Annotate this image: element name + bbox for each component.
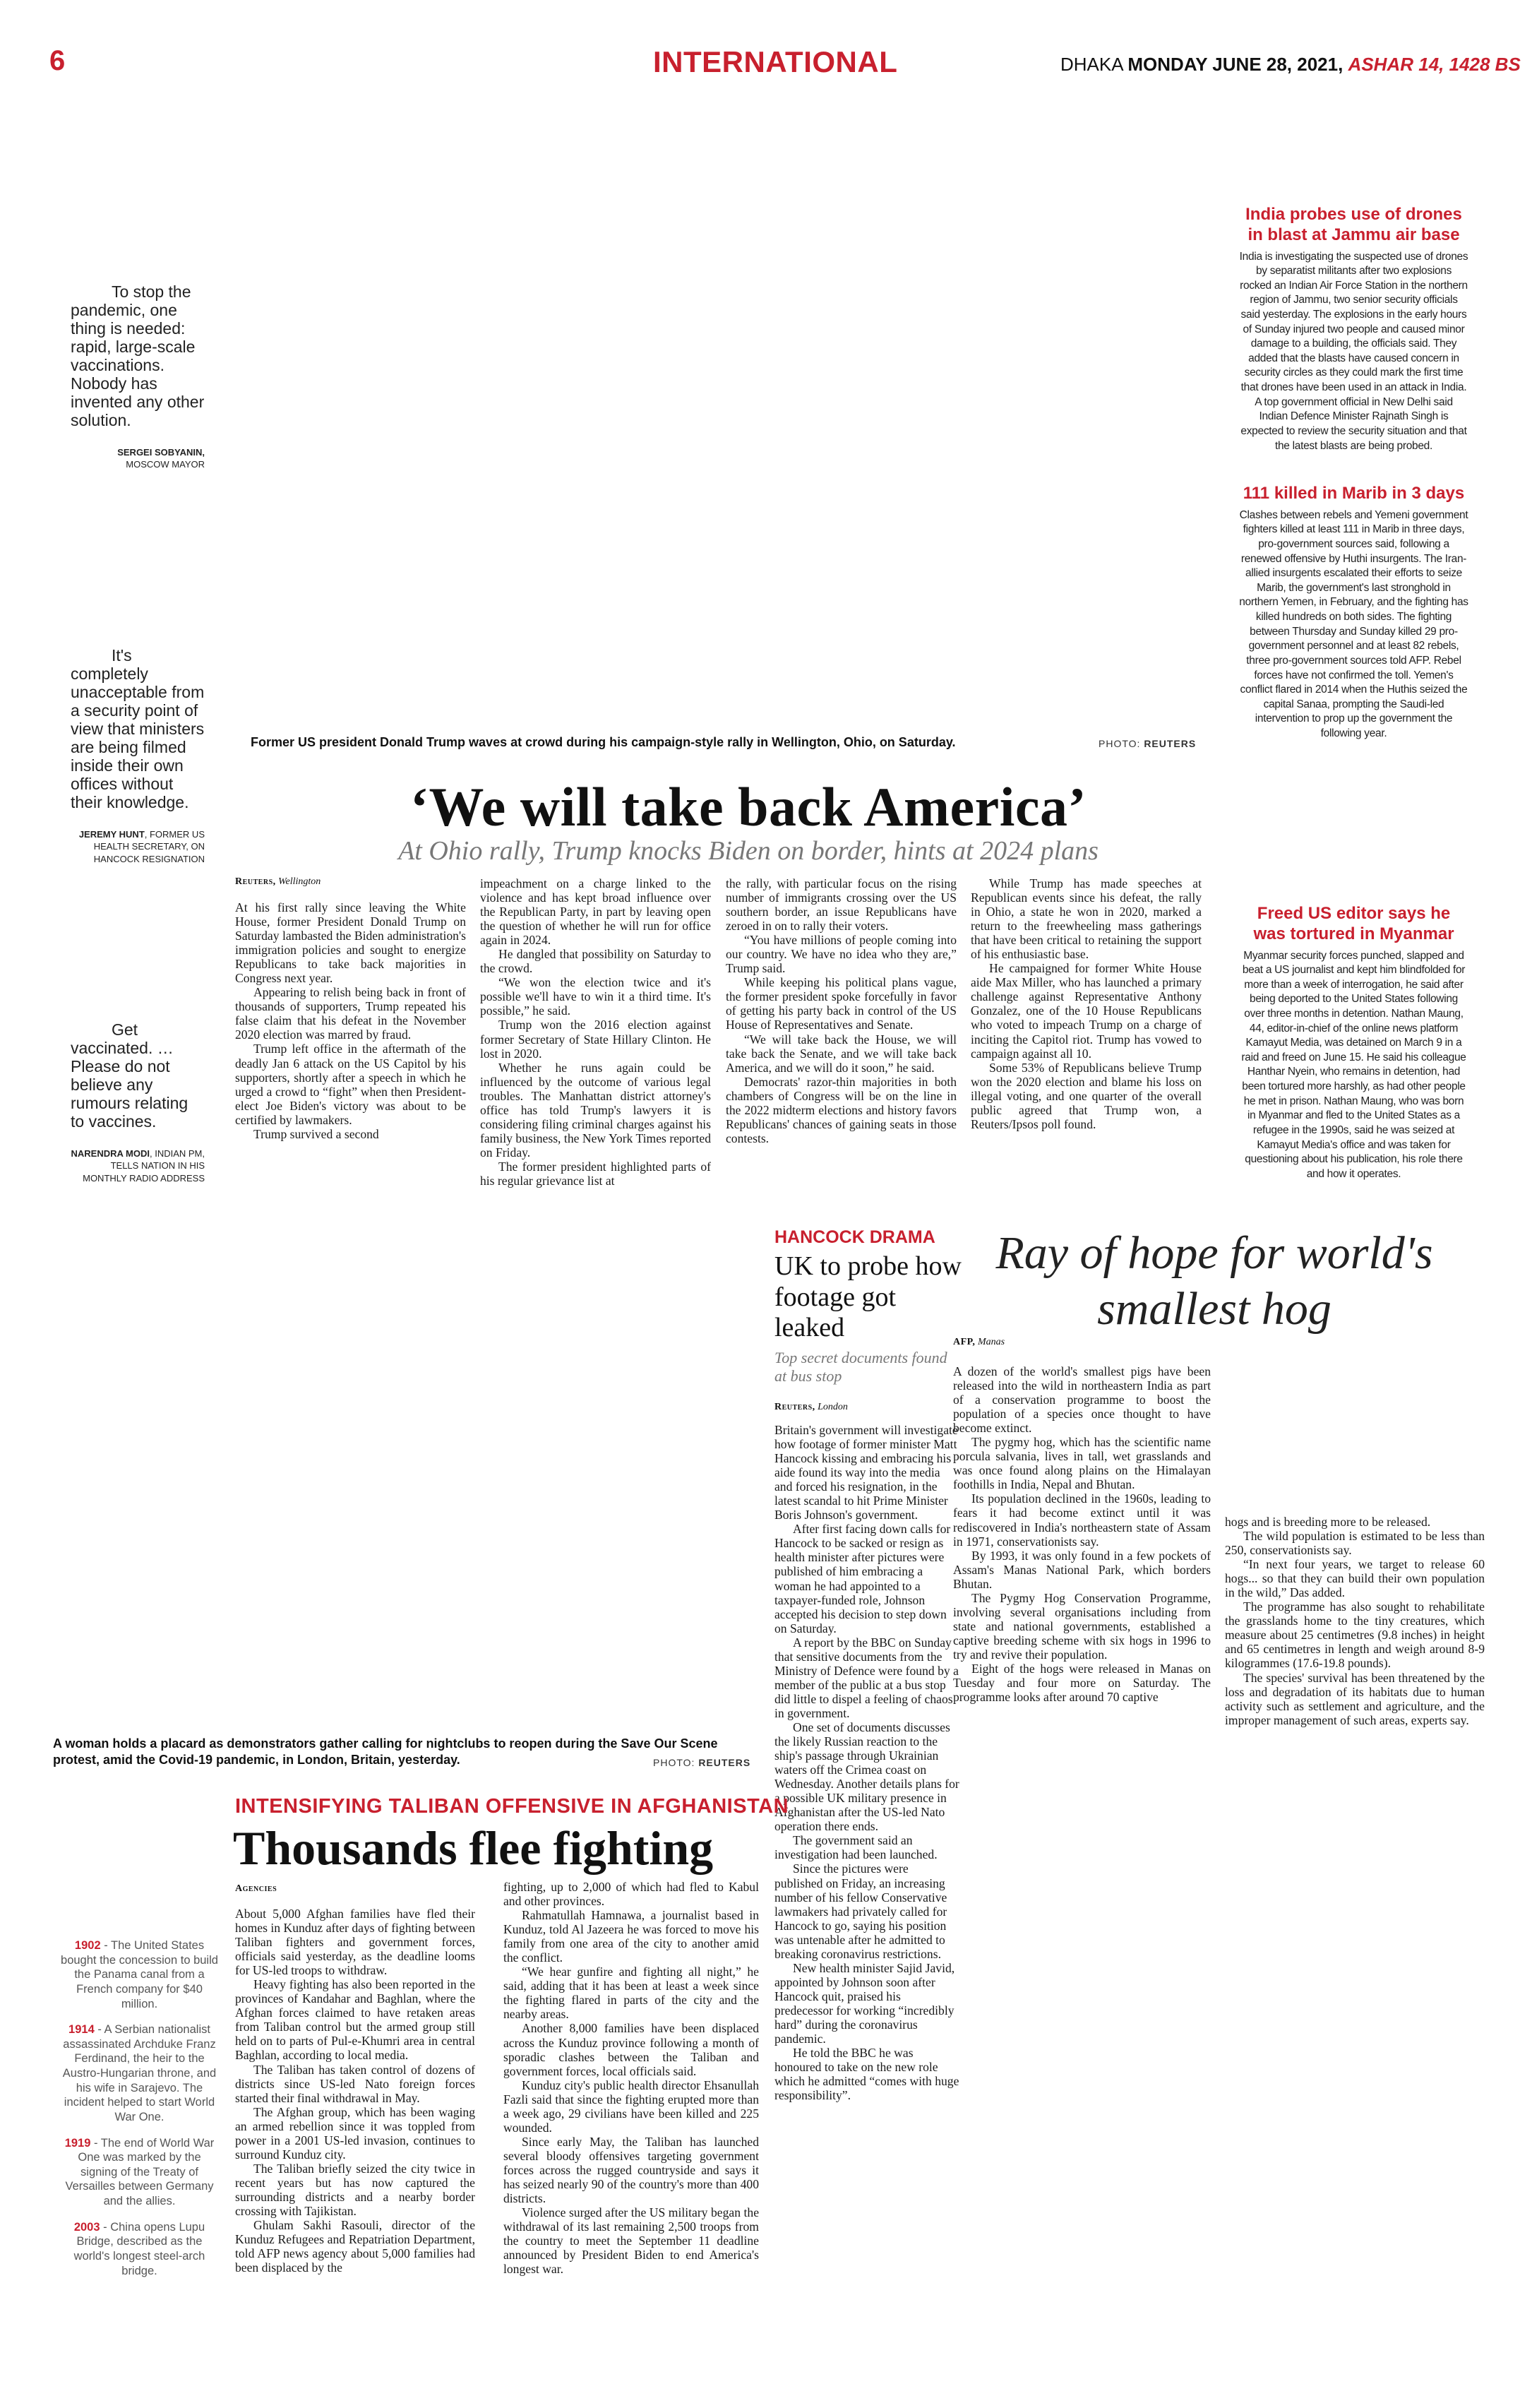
quote-text: Get vaccinated. … Please do not believe any rumours relating to vaccines. xyxy=(71,1020,188,1131)
paragraph: “You have millions of people coming into our country. We have no idea who they are,” Trump said. xyxy=(726,933,957,976)
brief-body: Clashes between rebels and Yemeni government fighters killed at least 111 in Marib in three days, pro-government sources said, following a renewed offensive by Huthi insurgents. The Iran-allied insurgents escalated their efforts to seize Marib, the government's last stronghold in northern Yemen, in February, and the fighting has killed hundreds on both sides. The fighting between Thursday and Sunday killed 29 pro-government personnel and at least 82 rebels, three pro-government sources told AFP. Rebel forces have not confirmed the toll. Yemen's conflict flared in 2014 when the Huthis seized the capital Sanaa, prompting the Saudi-led intervention to prop up the government the following year. xyxy=(1239,508,1468,739)
byline-agency: Agencies xyxy=(235,1883,277,1894)
paragraph: He dangled that possibility on Saturday to the crowd. xyxy=(480,947,711,976)
timeline-event xyxy=(60,2136,219,2209)
brief-body: Myanmar security forces punched, slapped and beat a US journalist and kept him blindfolded for more than a week of interrogation, he said after being deported to the United States following over three months in detention. Nathan Maung, 44, editor-in-chief of the online news platform Kamayut Media, was detained on March 9 in a raid and freed on June 15. He said his colleague Hanthar Nyein, who remains in detention, had been tortured more harshly, as had other people he met in prison. Nathan Maung, who was born in Myanmar and fled to the United States as a refugee in the 1990s, said he was seized at Kamayut Media's office and was taken for questioning about his publication, his role there and how it operates. xyxy=(1241,949,1466,1180)
quote-name: NARENDRA MODI xyxy=(71,1148,150,1159)
timeline-text: - China opens Lupu Bridge, described as the world's longest steel-arch bridge. xyxy=(73,2220,205,2277)
hancock-body xyxy=(774,1423,959,2102)
paragraph: “In next four years, we target to release 60 hogs... so that they can build their own population in the wild,” Das added. xyxy=(1225,1557,1485,1600)
taliban-byline xyxy=(235,1883,277,1895)
paragraph: By 1993, it was only found in a few pockets of Assam's Manas National Park, which borders Bhutan. xyxy=(953,1548,1211,1591)
lead-column-1 xyxy=(235,900,466,1141)
hog-column-2 xyxy=(1225,1515,1485,1727)
brief-marib xyxy=(1239,484,1468,741)
paragraph: Some 53% of Republicans believe Trump won the 2020 election and blame his loss on illegal voting, and one quarter of the overall public agreed that Trump won, a Reuters/Ipsos poll found. xyxy=(971,1060,1202,1131)
paragraph: impeachment on a charge linked to the violence and has kept broad influence over the Republican Party, in part by leaving open the question of whether he will run for office again in 2024. xyxy=(480,876,711,948)
brief-myanmar-editor xyxy=(1239,904,1468,1181)
hog-column-1 xyxy=(953,1364,1211,1704)
dateline-date: MONDAY JUNE 28, 2021, xyxy=(1127,54,1344,75)
brief-india-drones xyxy=(1239,205,1468,453)
paragraph: Kunduz city's public health director Ehsanullah Fazli said that since the fighting erupted more than a week ago, 29 civilians have been killed and 225 wounded. xyxy=(503,2078,759,2135)
timeline-text: - A Serbian nationalist assassinated Archduke Franz Ferdinand, the heir to the Austro-Hungarian throne, and his wife in Sarajevo. The incident helped to start World War One. xyxy=(62,2023,217,2123)
timeline-year: 1919 xyxy=(64,2136,91,2150)
taliban-column-2 xyxy=(503,1880,759,2276)
paragraph: The species' survival has been threatened by the loss and degradation of its habitats due to human activity such as settlement and agriculture, and the improper management of such areas, experts say. xyxy=(1225,1670,1485,1727)
quote-attribution xyxy=(71,1148,205,1185)
paragraph: The government said an investigation had been launched. xyxy=(774,1833,938,1862)
byline-place: Wellington xyxy=(278,876,321,887)
timeline-year: 2003 xyxy=(73,2220,100,2234)
paragraph: While Trump has made speeches at Republican events since his defeat, the rally in Ohio, a state he won in 2020, marked a return to the freewheeling mass gatherings that have been critical to retaining the support of his enthusiastic base. xyxy=(971,876,1202,962)
lead-column-4 xyxy=(971,876,1202,1131)
paragraph: The Taliban has taken control of dozens of districts since US-led Nato foreign forces started their final withdrawal in May. xyxy=(235,2062,475,2105)
timeline-text: - The end of World War One was marked by the signing of the Treaty of Versailles between Germany and the allies. xyxy=(65,2136,215,2207)
brief-title: India probes use of drones in blast at Jammu air base xyxy=(1245,205,1462,244)
pygmy-hog-photo xyxy=(1225,1342,1490,1511)
paragraph: The pygmy hog, which has the scientific name porcula salvania, lives in tall, wet grasslands and was once found along plains on the Himalayan foothills in India, Nepal and Bhutan. xyxy=(953,1435,1211,1492)
mid-photo-credit xyxy=(653,1757,750,1768)
page-number: 6 xyxy=(49,45,66,76)
paragraph: Violence surged after the US military began the withdrawal of its last remaining 2,500 troops from the country to meet the September 11 deadline announced by President Biden to end America's longest war. xyxy=(503,2205,759,2277)
paragraph: About 5,000 Afghan families have fled their homes in Kunduz after days of fighting between Taliban fighters and government forces, officials said yesterday, as the deadline looms for US-led troops to withdraw. xyxy=(235,1907,475,1978)
byline-agency: Reuters, xyxy=(774,1402,815,1412)
paragraph: “We will take back the House, we will take back the Senate, and we will take back America, and we will do it soon,” he said. xyxy=(726,1032,957,1075)
hog-headline: Ray of hope for world's smallest hog xyxy=(995,1227,1433,1335)
paragraph: The former president highlighted parts of his regular grievance list at xyxy=(480,1159,711,1188)
brief-title: Freed US editor says he was tortured in Myanmar xyxy=(1253,904,1454,943)
paragraph: He campaigned for former White House aide Max Miller, who has launched a primary challenge against Representative Anthony Gonzalez, one of the 10 House Republicans who voted to impeach Trump on a charge of inciting the Capitol riot. Trump has vowed to campaign against all 10. xyxy=(971,961,1202,1061)
paragraph: Appearing to relish being back in front of thousands of supporters, Trump repeated his false claim that his defeat in the November 2020 election was marred by fraud. xyxy=(235,985,466,1042)
paragraph: The wild population is estimated to be less than 250, conservationists say. xyxy=(1225,1529,1485,1558)
paragraph: The Taliban briefly seized the city twice in recent years but has now captured the surrounding districts and a nearby border crossing with Tajikistan. xyxy=(235,2161,475,2218)
quote-role: , INDIAN PM, TELLS NATION IN HIS MONTHLY RADIO ADDRESS xyxy=(83,1148,205,1184)
taliban-kicker: INTENSIFYING TALIBAN OFFENSIVE IN AFGHANISTAN xyxy=(235,1795,789,1818)
timeline-year: 1914 xyxy=(68,2023,95,2037)
hancock-deck: Top secret documents found at bus stop xyxy=(774,1349,947,1385)
taliban-column-1 xyxy=(235,1907,475,2275)
paragraph: “We won the election twice and it's possible we'll have to win it a third time. It's possible,” he said. xyxy=(480,975,711,1018)
top-photo-credit xyxy=(1099,738,1196,749)
lead-column-2 xyxy=(480,876,711,1188)
lead-deck: At Ohio rally, Trump knocks Biden on border, hints at 2024 plans xyxy=(398,836,1099,866)
timeline-text: - The United States bought the concession to build the Panama canal from a French company for $40 million. xyxy=(61,1939,218,2010)
quote-role: MOSCOW MAYOR xyxy=(126,459,205,470)
protest-photo xyxy=(53,1229,759,1730)
paragraph: hogs and is breeding more to be released. xyxy=(1225,1515,1431,1529)
paragraph: Democrats' razor-thin majorities in both chambers of Congress will be on the line in the 2022 midterm elections and history favors Republicans' chances of gaining seats in those contests. xyxy=(726,1074,957,1145)
paragraph: Its population declined in the 1960s, leading to fears it had become extinct until it was rediscovered in India's northeastern state of Assam in 1971, conservationists say. xyxy=(953,1491,1211,1549)
timeline-event xyxy=(60,2220,219,2279)
credit-label: PHOTO: xyxy=(653,1757,695,1768)
byline-agency: Reuters, xyxy=(235,876,276,887)
byline-agency: AFP, xyxy=(953,1337,976,1347)
hancock-headline: UK to probe how footage got leaked xyxy=(774,1251,962,1343)
trump-rally-photo xyxy=(244,106,1193,727)
paragraph: Trump survived a second xyxy=(253,1126,379,1141)
paragraph: The Pygmy Hog Conservation Programme, involving several organisations including from state and national governments, established a captive breeding scheme with six hogs in 1996 to try and revive their population. xyxy=(953,1590,1211,1662)
paragraph: A dozen of the world's smallest pigs have been released into the wild in northeastern India as part of a conservation programme to boost the population of a species once thought to have become extinct. xyxy=(953,1364,1211,1436)
timeline-year: 1902 xyxy=(74,1939,101,1952)
dateline-city: DHAKA xyxy=(1060,54,1123,75)
quote-role: , FORMER US HEALTH SECRETARY, ON HANCOCK RESIGNATION xyxy=(93,828,205,864)
paragraph: New health minister Sajid Javid, appointed by Johnson soon after Hancock quit, praised his predecessor for working “incredibly hard” during the coronavirus pandemic. xyxy=(774,1960,955,2046)
paragraph: Another 8,000 families have been displaced across the Kunduz province following a month of sporadic clashes between the Taliban and government forces, local officials said. xyxy=(503,2021,759,2078)
timeline-event xyxy=(60,1938,219,2011)
timeline-event xyxy=(60,2022,219,2124)
quote-modi xyxy=(71,1020,205,1185)
paragraph: A report by the BBC on Sunday that sensitive documents from the Ministry of Defence were found by a member of the public at a bus stop did little to dispel a feeling of chaos in government. xyxy=(774,1635,959,1720)
quote-text: To stop the pandemic, one thing is needed: rapid, large-scale vaccinations. Nobody has invented any other solution. xyxy=(71,282,205,429)
credit-label: PHOTO: xyxy=(1099,738,1141,749)
hancock-kicker: HANCOCK DRAMA xyxy=(774,1227,935,1247)
paragraph: Heavy fighting has also been reported in the provinces of Kandahar and Baghlan, where the Afghan forces claimed to have retaken areas from Taliban control but the armed group still held on to parts of Pul-e-Khumri area in central Baghlan, according to local media. xyxy=(235,1977,475,2063)
paragraph: Trump left office in the aftermath of the deadly Jan 6 attack on the US Capitol by his supporters, shortly after a speech in which he urged a crowd to “fight” when then President-elect Joe Biden's victory was about to be certified by lawmakers. xyxy=(235,1042,466,1127)
credit-source: REUTERS xyxy=(1144,738,1197,749)
quote-name: JEREMY HUNT xyxy=(78,828,145,840)
paragraph: Trump won the 2016 election against former Secretary of State Hillary Clinton. He lost in 2020. xyxy=(480,1018,711,1061)
paragraph: He told the BBC he was honoured to take on the new role which he admitted “comes with huge responsibility”. xyxy=(774,2046,959,2103)
lead-headline: ‘We will take back America’ xyxy=(410,776,1087,838)
brief-title: 111 killed in Marib in 3 days xyxy=(1243,484,1465,503)
paragraph: Britain's government will investigate how footage of former minister Matt Hancock kissing and embracing his aide found its way into the media and forced his resignation, in the latest scandal to hit Prime Minister Boris Johnson's government. xyxy=(774,1423,958,1522)
paragraph: Since early May, the Taliban has launched several bloody offensives targeting government forces across the rugged countryside and says it has seized nearly 90 of the country's more than 400 districts. xyxy=(503,2134,759,2206)
paragraph: The Afghan group, which has been waging an armed rebellion since it was toppled from power in a 2001 US-led invasion, continues to surround Kunduz city. xyxy=(235,2104,475,2162)
byline-place: London xyxy=(818,1402,848,1412)
hog-byline xyxy=(953,1337,1005,1348)
paragraph: While keeping his political plans vague, the former president spoke forcefully in favor of getting his party back in control of the US House of Representatives and Senate. xyxy=(726,975,957,1032)
paragraph: the rally, with particular focus on the rising number of immigrants crossing over the US southern border, an issue Republicans have zeroed in on to rally their voters. xyxy=(726,876,957,934)
paragraph: fighting, up to 2,000 of which had fled to Kabul and other provinces. xyxy=(503,1880,759,1909)
top-photo-caption: Former US president Donald Trump waves at crowd during his campaign-style rally in Wellington, Ohio, on Saturday. xyxy=(251,735,956,749)
paragraph: At his first rally since leaving the White House, former President Donald Trump on Saturday lambasted the Biden administration's immigration policies and sought to energize Republicans to take back majorities in Congress next year. xyxy=(235,900,466,986)
brief-body: India is investigating the suspected use of drones by separatist militants after two explosions rocked an Indian Air Force Station in the northern region of Jammu, two senior security officials said yesterday. The explosions in the early hours of Sunday injured two people and caused minor damage to a building, the officials said. They added that the blasts have caused concern in security circles as they could mark the first time that drones have been used in an attack in India. A top government official in New Delhi said Indian Defence Minister Rajnath Singh is expected to review the security situation and that the latest blasts are being probed. xyxy=(1239,250,1468,452)
quote-hunt xyxy=(71,646,205,866)
dateline-bangla-date: ASHAR 14, 1428 BS xyxy=(1348,54,1521,75)
this-day-timeline xyxy=(60,1938,219,2289)
paragraph: One set of documents discusses the likely Russian reaction to the ship's passage through Ukrainian waters off the Crimea coast on Wednesday. Another details plans for a possible UK military presence in Afghanistan after the US-led Nato operation there ends. xyxy=(774,1719,959,1834)
quote-text: It's completely unacceptable from a security point of view that ministers are being filmed inside their own offices without their knowledge. xyxy=(71,646,205,811)
lead-byline xyxy=(235,876,321,888)
paragraph: Ghulam Sakhi Rasouli, director of the Kunduz Refugees and Repatriation Department, told AFP news agency about 5,000 families had been displaced by the xyxy=(235,2218,475,2275)
paragraph: After first facing down calls for Hancock to be sacked or resign as health minister after pictures were published of him embracing a woman he had appointed to a taxpayer-funded role, Johnson accepted his decision to step down on Saturday. xyxy=(774,1522,951,1635)
mid-photo-caption: A woman holds a placard as demonstrators gather calling for nightclubs to reopen during the Save Our Scene protest, amid the Covid-19 pandemic, in London, Britain, yesterday. xyxy=(53,1736,718,1768)
paragraph: The programme has also sought to rehabilitate the grasslands home to the tiny creatures, which measure about 25 centimetres (9.8 inches) in height and 65 centimetres in length and weigh around 8-9 kilogrammes (17.6-19.8 pounds). xyxy=(1225,1599,1485,1671)
lead-column-3 xyxy=(726,876,957,1145)
hancock-byline xyxy=(774,1402,848,1413)
byline-place: Manas xyxy=(977,1337,1005,1347)
paragraph: Since the pictures were published on Friday, an increasing number of his fellow Conservative lawmakers had privately called for Hancock to go, saying his position was untenable after he admitted to breaking coronavirus restrictions. xyxy=(774,1861,947,1961)
masthead xyxy=(0,0,1532,92)
section-title: INTERNATIONAL xyxy=(653,45,898,78)
paragraph: Whether he runs again could be influenced by the outcome of various legal troubles. The Manhattan district attorney's office has told Trump's lawyers it is considering filing criminal charges against his family business, the New York Times reported on Friday. xyxy=(480,1060,711,1160)
paragraph: “We hear gunfire and fighting all night,” he said, adding that it has been at least a week since the fighting flared in parts of the city and the nearby areas. xyxy=(503,1965,759,2022)
paragraph: Rahmatullah Hamnawa, a journalist based in Kunduz, told Al Jazeera he was forced to move his family from one area of the city to another amid the conflict. xyxy=(503,1908,759,1965)
quote-attribution xyxy=(71,828,205,866)
quote-attribution xyxy=(71,446,205,471)
quote-name: SERGEI SOBYANIN, xyxy=(117,446,205,458)
dateline xyxy=(1060,54,1521,76)
quote-sobyanin xyxy=(71,282,205,471)
paragraph: Eight of the hogs were released in Manas on Tuesday and four more on Saturday. The programme looks after around 70 captive xyxy=(953,1661,1211,1705)
credit-source: REUTERS xyxy=(698,1757,751,1768)
taliban-headline: Thousands flee fighting xyxy=(233,1821,714,1875)
